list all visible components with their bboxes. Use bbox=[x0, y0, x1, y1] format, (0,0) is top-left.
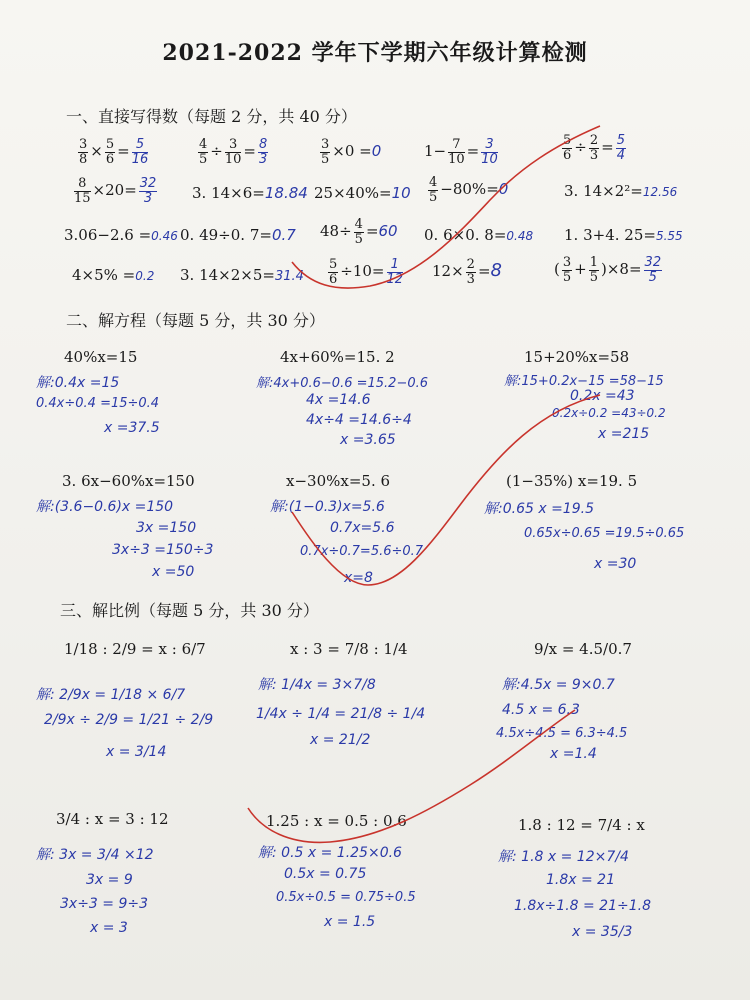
eq5-step2: 0.7x=5.6 bbox=[330, 520, 395, 536]
eq2-step4: x =3.65 bbox=[340, 432, 396, 448]
eq3-step3: 0.2x÷0.2 =43÷0.2 bbox=[552, 406, 666, 420]
eq2-question: 4x+60%=15. 2 bbox=[280, 348, 395, 366]
p1-r3-d: 0. 6×0. 8=0.48 bbox=[424, 226, 534, 244]
prop4-step4: x = 3 bbox=[90, 920, 128, 936]
eq2-step2: 4x =14.6 bbox=[306, 392, 371, 408]
prop6-step1: 解: 1.8 x = 12×7/4 bbox=[498, 849, 629, 865]
prop4-step2: 3x = 9 bbox=[86, 872, 133, 888]
eq4-question: 3. 6x−60%x=150 bbox=[62, 472, 195, 490]
p1-r1-b: $\frac{4}{5}$ ÷ $\frac{3}{10}$ = $\frac{8}{3}$ bbox=[199, 137, 268, 167]
p1-r2-b: 3. 14×6=18.84 bbox=[192, 184, 308, 202]
eq6-step2: 0.65x÷0.65 =19.5÷0.65 bbox=[524, 526, 685, 541]
p1-r3-e: 1. 3+4. 25=5.55 bbox=[564, 226, 683, 244]
p1-r1-d: 1− $\frac{7}{10}$ = $\frac{3}{10}$ bbox=[424, 137, 498, 167]
eq2-step3: 4x÷4 =14.6÷4 bbox=[306, 412, 412, 428]
prop5-step3: 0.5x÷0.5 = 0.75÷0.5 bbox=[276, 890, 416, 905]
prop3-step1: 解:4.5x = 9×0.7 bbox=[502, 677, 615, 693]
prop2-step1: 解: 1/4x = 3×7/8 bbox=[258, 677, 376, 693]
p1-r4-b: 3. 14×2×5=31.4 bbox=[180, 266, 304, 284]
p1-r2-d: $\frac{4}{5}$ −80%=0 bbox=[429, 175, 509, 205]
eq5-question: x−30%x=5. 6 bbox=[286, 472, 391, 490]
prop2-step2: 1/4x ÷ 1/4 = 21/8 ÷ 1/4 bbox=[256, 706, 426, 722]
prop5-question: 1.25 : x = 0.5 : 0.6 bbox=[266, 812, 407, 830]
prop1-question: 1/18 : 2/9 = x : 6/7 bbox=[64, 640, 206, 658]
eq1-step1: 解:0.4x =15 bbox=[36, 375, 120, 391]
section-3-heading: 三、解比例（每题 5 分，共 30 分） bbox=[60, 601, 319, 620]
prop4-step1: 解: 3x = 3/4 ×12 bbox=[36, 847, 154, 863]
eq5-step3: 0.7x÷0.7=5.6÷0.7 bbox=[300, 544, 424, 559]
eq1-step2: 0.4x÷0.4 =15÷0.4 bbox=[36, 396, 160, 411]
eq3-question: 15+20%x=58 bbox=[524, 348, 630, 366]
eq1-step3: x =37.5 bbox=[104, 420, 160, 436]
section-1-heading: 一、直接写得数（每题 2 分，共 40 分） bbox=[66, 107, 357, 126]
prop3-step4: x =1.4 bbox=[550, 746, 597, 762]
prop1-step2: 2/9x ÷ 2/9 = 1/21 ÷ 2/9 bbox=[44, 712, 214, 728]
section-2-heading: 二、解方程（每题 5 分，共 30 分） bbox=[66, 311, 325, 330]
prop1-step1: 解: 2/9x = 1/18 × 6/7 bbox=[36, 687, 186, 703]
p1-r1-c: $\frac{3}{5}$ ×0 =0 bbox=[321, 137, 382, 167]
eq6-question: (1−35%) x=19. 5 bbox=[506, 472, 638, 490]
p1-r4-a: 4×5% =0.2 bbox=[72, 266, 155, 284]
eq4-step2: 3x =150 bbox=[136, 520, 197, 536]
eq6-step3: x =30 bbox=[594, 556, 637, 572]
p1-r1-e: $\frac{5}{6}$ ÷ $\frac{2}{3}$ = $\frac{5}{4}$ bbox=[563, 133, 625, 163]
p1-r4-e: ( $\frac{3}{5}$ + $\frac{1}{5}$ )×8= $\frac{32}{5}$ bbox=[554, 255, 662, 285]
prop5-step1: 解: 0.5 x = 1.25×0.6 bbox=[258, 845, 402, 861]
prop6-step4: x = 35/3 bbox=[572, 924, 633, 940]
prop6-step3: 1.8x÷1.8 = 21÷1.8 bbox=[514, 898, 651, 914]
eq1-question: 40%x=15 bbox=[64, 348, 138, 366]
prop2-question: x : 3 = 7/8 : 1/4 bbox=[290, 640, 408, 658]
p1-r3-b: 0. 49÷0. 7=0.7 bbox=[180, 226, 296, 244]
eq4-step3: 3x÷3 =150÷3 bbox=[112, 542, 214, 558]
prop6-step2: 1.8x = 21 bbox=[546, 872, 615, 888]
prop3-step3: 4.5x÷4.5 = 6.3÷4.5 bbox=[496, 726, 628, 741]
p1-r4-d: 12× $\frac{2}{3}$ =8 bbox=[432, 257, 502, 287]
p1-r2-a: $\frac{8}{15}$ ×20= $\frac{32}{3}$ bbox=[74, 176, 157, 206]
p1-r2-e: 3. 14×2²=12.56 bbox=[564, 182, 678, 200]
prop3-question: 9/x = 4.5/0.7 bbox=[534, 640, 632, 658]
eq4-step4: x =50 bbox=[152, 564, 195, 580]
prop6-question: 1.8 : 12 = 7/4 : x bbox=[518, 816, 645, 834]
eq3-step4: x =215 bbox=[598, 426, 650, 442]
p1-r2-c: 25×40%=10 bbox=[314, 184, 411, 202]
p1-r3-a: 3.06−2.6 =0.46 bbox=[64, 226, 178, 244]
eq4-step1: 解:(3.6−0.6)x =150 bbox=[36, 499, 174, 515]
eq5-step1: 解:(1−0.3)x=5.6 bbox=[270, 499, 385, 515]
prop4-question: 3/4 : x = 3 : 12 bbox=[56, 810, 169, 828]
prop1-step3: x = 3/14 bbox=[106, 744, 167, 760]
eq6-step1: 解:0.65 x =19.5 bbox=[484, 501, 594, 517]
p1-r1-a: $\frac{3}{8}$ × $\frac{5}{6}$ = $\frac{5}{16}$ bbox=[79, 137, 149, 167]
p1-r3-c: 48÷ $\frac{4}{5}$ =60 bbox=[320, 217, 398, 247]
p1-r4-c: $\frac{5}{6}$ ÷10= $\frac{1}{12}$ bbox=[329, 257, 404, 287]
eq3-step2: 0.2x =43 bbox=[570, 388, 635, 404]
prop3-step2: 4.5 x = 6.3 bbox=[502, 702, 580, 718]
eq2-step1: 解:4x+0.6−0.6 =15.2−0.6 bbox=[256, 376, 429, 391]
prop2-step3: x = 21/2 bbox=[310, 732, 371, 748]
prop5-step4: x = 1.5 bbox=[324, 914, 376, 930]
eq3-step1: 解:15+0.2x−15 =58−15 bbox=[504, 374, 664, 389]
prop4-step3: 3x÷3 = 9÷3 bbox=[60, 896, 149, 912]
page-title: 2021-2022 学年下学期六年级计算检测 bbox=[162, 40, 588, 66]
prop5-step2: 0.5x = 0.75 bbox=[284, 866, 367, 882]
eq5-step4: x=8 bbox=[344, 570, 373, 586]
